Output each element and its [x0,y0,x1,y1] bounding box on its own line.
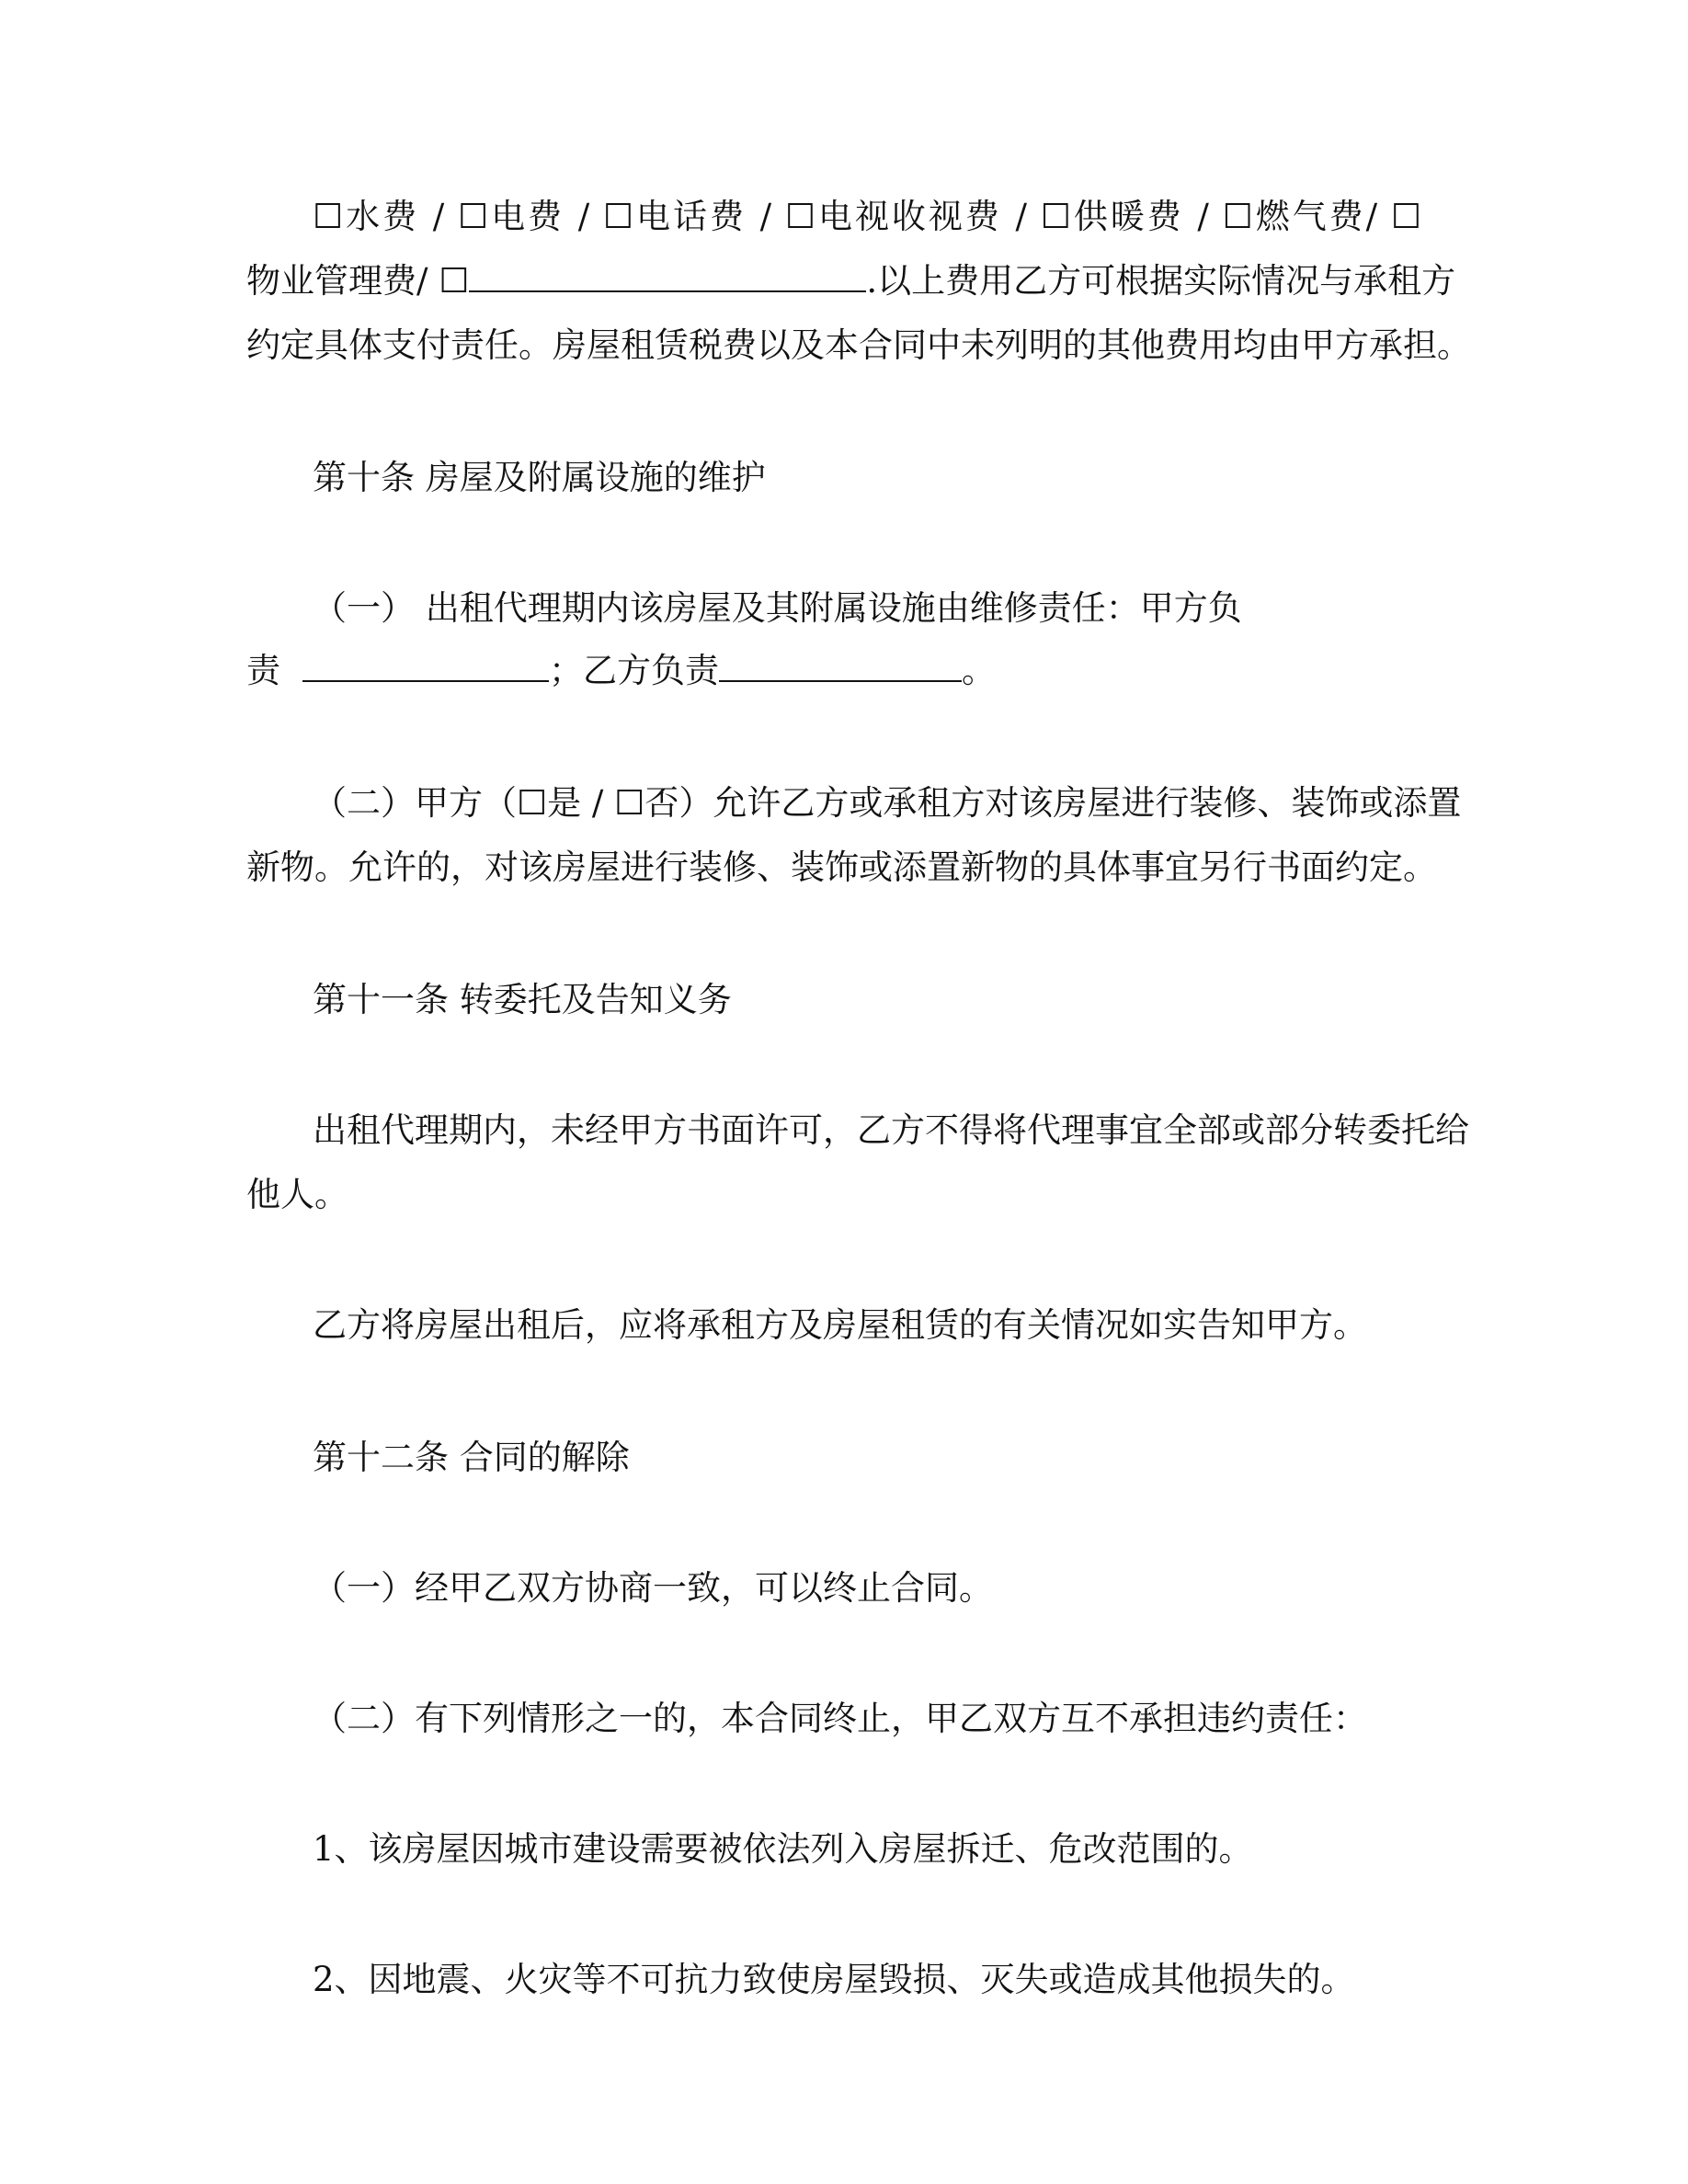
text-fragment: 。 [962,651,996,690]
fees-line-2-suffix: .以上费用乙方可根据实际情况与承租方 [866,261,1456,301]
article-11-para-1-line-2: 他人。 [246,1175,348,1214]
article-10-para-2-line-2: 新物。允许的，对该房屋进行装修、装饰或添置新物的具体事宜另行书面约定。 [246,847,1437,887]
article-12-para-1: （一）经甲乙双方协商一致，可以终止合同。 [313,1568,993,1608]
fees-line-3: 约定具体支付责任。房屋租赁税费以及本合同中未列明的其他费用均由甲方承担。 [246,325,1471,365]
article-12-item-2: 2、因地震、火灾等不可抗力致使房屋毁损、灭失或造成其他损失的。 [313,1960,1355,1999]
article-11-para-2: 乙方将房屋出租后，应将承租方及房屋租赁的有关情况如实告知甲方。 [313,1305,1367,1345]
fees-line-2 [246,259,1455,303]
article-12-heading: 第十二条 合同的解除 [313,1438,630,1477]
article-11-heading: 第十一条 转委托及告知义务 [313,980,732,1019]
article-10-para-2-line-1: （二）甲方（☐是 / ☐否）允许乙方或承租方对该房屋进行装修、装饰或添置 [313,783,1462,823]
article-10-para-1-line-1: （一） 出租代理期内该房屋及其附属设施由维修责任：甲方负 [313,588,1242,628]
party-b-repair-blank [719,649,962,682]
article-10-para-1-line-2 [246,649,996,693]
fees-line-1: ☐水费 / ☐电费 / ☐电话费 / ☐电视收视费 / ☐供暖费 / ☐燃气费/ ☐ [313,197,1421,236]
article-12-para-2: （二）有下列情形之一的，本合同终止，甲乙双方互不承担违约责任： [313,1699,1367,1738]
text-fragment: 责 [246,651,280,690]
other-fee-blank [469,259,866,292]
fees-line-2-prefix: 物业管理费/ ☐ [246,261,470,301]
article-10-heading: 第十条 房屋及附属设施的维护 [313,458,766,497]
party-a-repair-blank [302,649,549,682]
article-11-para-1-line-1: 出租代理期内，未经甲方书面许可，乙方不得将代理事宜全部或部分转委托给 [313,1110,1469,1150]
article-12-item-1: 1、该房屋因城市建设需要被依法列入房屋拆迁、危改范围的。 [313,1829,1253,1869]
text-fragment: ；乙方负责 [549,651,719,690]
